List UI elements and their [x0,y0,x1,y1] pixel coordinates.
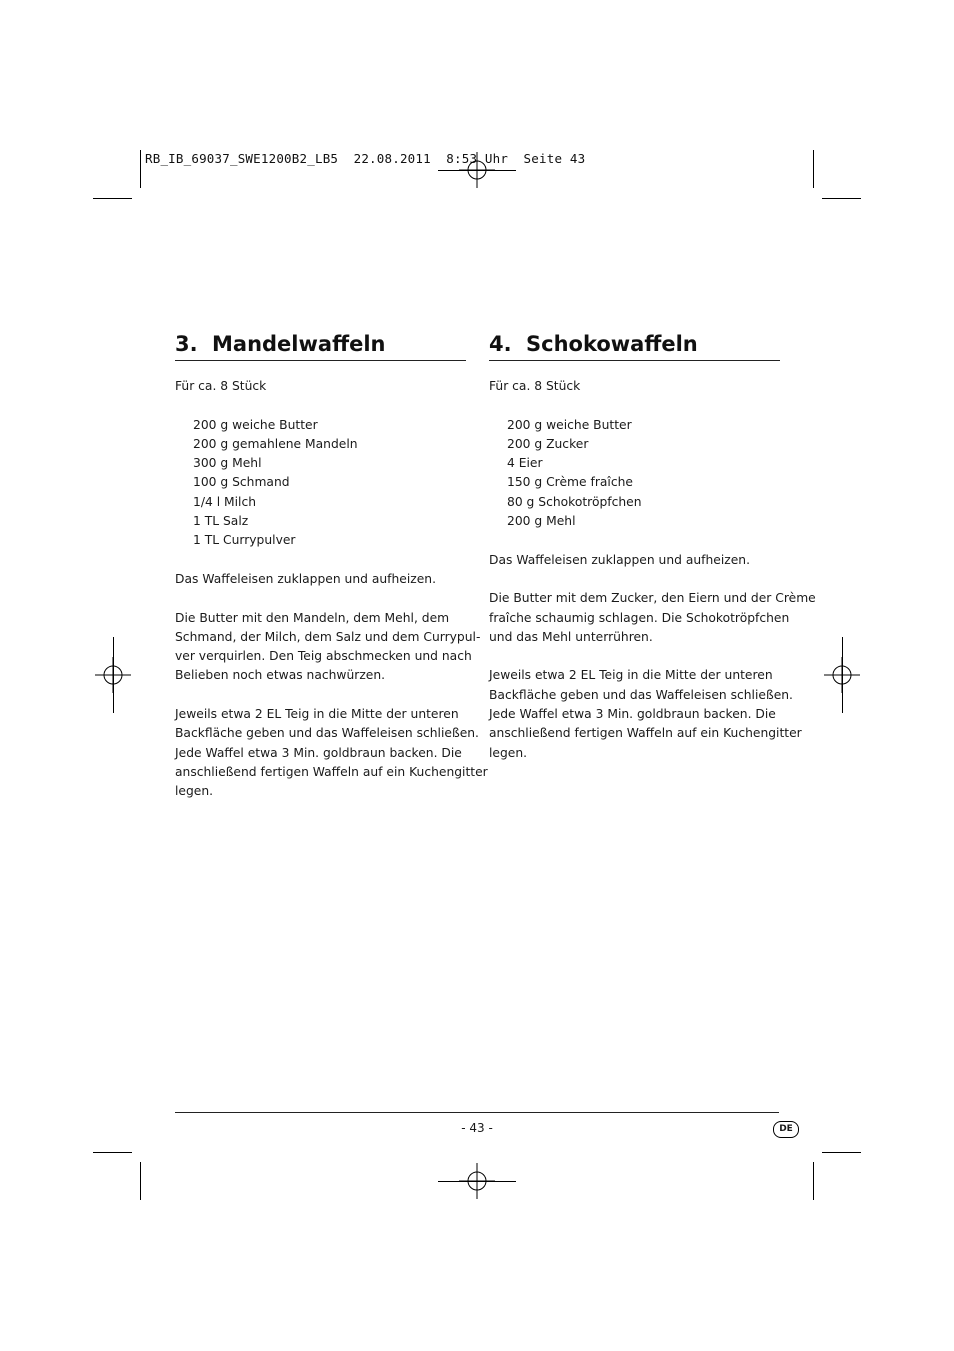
instruction-line: anschließend fertigen Waffeln auf ein Kuchengitter [489,726,802,741]
crop-mark-bottom-left-vertical [140,1162,141,1200]
instruction-line: ver verquirlen. Den Teig abschmecken und nach [175,649,472,664]
instruction-paragraph [489,551,780,570]
instruction-line: Die Butter mit dem Zucker, den Eiern und der Crème [489,591,816,606]
instruction-paragraph [489,589,816,647]
registration-mark-left-line [113,637,114,713]
section-number: 3. [175,332,198,356]
registration-mark-right-line [842,637,843,713]
section-heading [175,330,466,361]
ingredient-item: 1 TL Salz [193,514,249,529]
ingredient-item: 300 g Mehl [193,456,262,471]
instruction-line: Jede Waffel etwa 3 Min. goldbraun backen. Die [489,707,776,722]
crop-mark-top-right-vertical [813,150,814,188]
instruction-paragraph [489,666,802,762]
page-number: - 43 - [461,1121,493,1135]
ingredient-item: 200 g gemahlene Mandeln [193,436,358,451]
crop-mark-bottom-left-horizontal [93,1152,132,1153]
section-heading [489,330,780,361]
recipe-yield: Für ca. 8 Stück [489,379,581,393]
crop-mark-top-left-vertical [140,150,141,188]
section-number: 4. [489,332,512,356]
instruction-line: Das Waffeleisen zuklappen und aufheizen. [175,571,436,586]
instruction-line: legen. [489,745,528,760]
instruction-paragraph [175,705,488,801]
recipe-mandelwaffeln [175,330,488,802]
ingredient-list [175,416,466,551]
ingredient-item: 150 g Crème fraîche [507,475,633,490]
instruction-line: Jeweils etwa 2 EL Teig in die Mitte der unteren [175,707,459,722]
section-title: Mandelwaffeln [212,332,386,356]
instruction-line: anschließend fertigen Waffeln auf ein Kuchengitter [175,764,488,779]
instruction-line: Die Butter mit den Mandeln, dem Mehl, dem [175,610,450,625]
instruction-line: Backfläche geben und das Waffeleisen schließen. [489,687,793,702]
instruction-line: und das Mehl unterrühren. [489,629,653,644]
registration-mark-top-line [438,170,516,171]
recipe-schokowaffeln [489,330,816,763]
ingredient-item: 1 TL Currypulver [193,533,296,548]
crop-mark-bottom-right-vertical [813,1162,814,1200]
ingredient-item: 200 g weiche Butter [193,417,318,432]
print-slug-line: RB_IB_69037_SWE1200B2_LB5 22.08.2011 8:53 Uhr Seite 43 [145,151,586,166]
instruction-line: fraîche schaumig schlagen. Die Schokotröpfchen [489,610,790,625]
ingredient-item: 4 Eier [507,456,543,471]
instruction-line: Jede Waffel etwa 3 Min. goldbraun backen. Die [175,745,462,760]
ingredient-item: 1/4 l Milch [193,494,257,509]
crop-mark-top-right-horizontal [822,198,861,199]
instruction-line: Jeweils etwa 2 EL Teig in die Mitte der unteren [489,668,773,683]
instruction-paragraph [175,570,466,589]
section-title: Schokowaffeln [526,332,698,356]
instruction-paragraph [175,609,481,686]
ingredient-item: 200 g Mehl [507,514,576,529]
ingredient-item: 100 g Schmand [193,475,290,490]
instruction-line: Backfläche geben und das Waffeleisen schließen. [175,726,479,741]
ingredient-item: 200 g weiche Butter [507,417,632,432]
footer-rule [175,1112,779,1113]
instruction-line: legen. [175,784,214,799]
recipe-yield: Für ca. 8 Stück [175,379,267,393]
crop-mark-top-left-horizontal [93,198,132,199]
ingredient-item: 80 g Schokotröpfchen [507,494,642,509]
crop-mark-bottom-right-horizontal [822,1152,861,1153]
instruction-line: Schmand, der Milch, dem Salz und dem Currypul- [175,629,481,644]
registration-mark-bottom-line [438,1181,516,1182]
instruction-line: Belieben noch etwas nachwürzen. [175,668,386,683]
ingredient-list [489,416,780,532]
ingredient-item: 200 g Zucker [507,436,589,451]
instruction-line: Das Waffeleisen zuklappen und aufheizen. [489,552,750,567]
language-badge: DE [773,1121,799,1138]
